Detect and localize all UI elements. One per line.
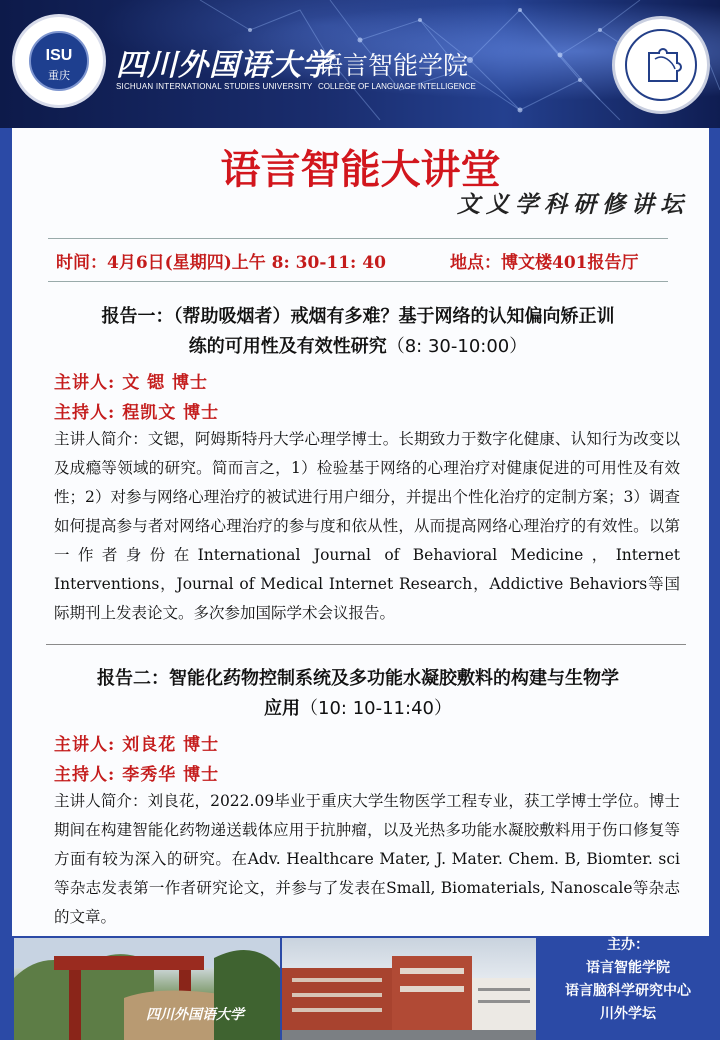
- university-name-en: SICHUAN INTERNATIONAL STUDIES UNIVERSITY: [116, 82, 313, 91]
- gate-rock-inscription: 四川外国语大学: [146, 1007, 244, 1023]
- talk-2-title-line1: 报告二：智能化药物控制系统及多功能水凝胶敷料的构建与生物学: [97, 668, 619, 689]
- brain-puzzle-icon: [615, 19, 707, 111]
- event-place: 地点：博文楼401报告厅: [450, 253, 639, 273]
- campus-building-illustration: [282, 938, 536, 1040]
- organizer-3: 川外学坛: [600, 1006, 656, 1022]
- talk-divider: [46, 644, 686, 645]
- college-name-en: COLLEGE OF LANGUAGE INTELLIGENCE: [318, 82, 476, 91]
- campus-gate-illustration: [14, 938, 280, 1040]
- talk-1-time: （8: 30-10:00）: [386, 336, 528, 357]
- university-logo-city: 重庆: [48, 69, 70, 82]
- talk-1-title-line2: [32, 332, 684, 362]
- poster-subtitle: 文义学科研修讲坛: [457, 191, 689, 218]
- talk-1-speaker: 主讲人: 文 锶 博士: [54, 373, 209, 393]
- university-name-cn: 四川外国语大学: [116, 48, 333, 83]
- talk-1-host: 主持人: 程凯文 博士: [54, 403, 220, 423]
- poster-title: 语言智能大讲堂: [220, 147, 501, 193]
- campus-gate-photo: [14, 938, 280, 1040]
- talk-2-time: （10: 10-11:40）: [300, 698, 452, 719]
- organizer-block: [540, 934, 716, 1026]
- talk-1-title-line2-text: 练的可用性及有效性研究: [188, 336, 387, 357]
- organizer-2: 语言脑科学研究中心: [565, 983, 691, 999]
- content-panel: [12, 128, 709, 936]
- university-logo: [12, 14, 106, 108]
- campus-building-photo: [282, 938, 536, 1040]
- talk-2-host: 主持人: 李秀华 博士: [54, 765, 220, 785]
- talk-1-bio: 主讲人简介：文锶，阿姆斯特丹大学心理学博士。长期致力于数字化健康、认知行为改变以及成瘾等领域的研究。简而言之，1）检验基于网络的心理治疗对健康促进的可用性及有效性；2）对参与网络心理治疗的被试进行用户细分，并提出个性化治疗的定制方案；3）调查如何提高参与者对网络心理治疗的参与度和依从性，从而提高网络心理治疗的有效性。以第一作者身份在International Journal of Behavioral Medicine，Internet Interventions，Journal of Medical Internet Research，Addictive Behaviors等国际期刊上发表论文。多次参加国际学术会议报告。: [54, 430, 680, 622]
- organizer-label: 主办：: [607, 937, 649, 953]
- talk-1-title: [32, 302, 684, 362]
- talk-2-bio: 主讲人简介：刘良花，2022.09毕业于重庆大学生物医学工程专业，获工学博士学位。博士期间在构建智能化药物递送载体应用于抗肿瘤，以及光热多功能水凝胶敷料用于伤口修复等方面有较为深入的研究。在Adv. Healthcare Mater, J. Mater. Chem. B, Biomter. sci等杂志发表第一作者研究论文，并参与了发表在Small, Biomaterials, Nanoscale等杂志的文章。: [54, 792, 680, 926]
- organizer-1: 语言智能学院: [586, 960, 670, 976]
- event-time: 时间：4月6日(星期四)上午 8: 30-11: 40: [56, 253, 386, 273]
- college-logo: [612, 16, 710, 114]
- talk-2-title: [32, 664, 684, 724]
- university-emblem: [29, 31, 89, 91]
- schedule-bar: [48, 238, 668, 282]
- talk-2-title-line2-text: 应用: [264, 698, 301, 719]
- university-logo-abbr: ISU: [45, 47, 73, 64]
- header-banner: [0, 0, 720, 128]
- talk-1-title-line1: 报告一：（帮助吸烟者）戒烟有多难？基于网络的认知偏向矫正训: [101, 306, 615, 327]
- college-name-cn: 语言智能学院: [318, 51, 469, 80]
- talk-2-speaker: 主讲人: 刘良花 博士: [54, 735, 220, 755]
- talk-2-title-line2: [32, 694, 684, 724]
